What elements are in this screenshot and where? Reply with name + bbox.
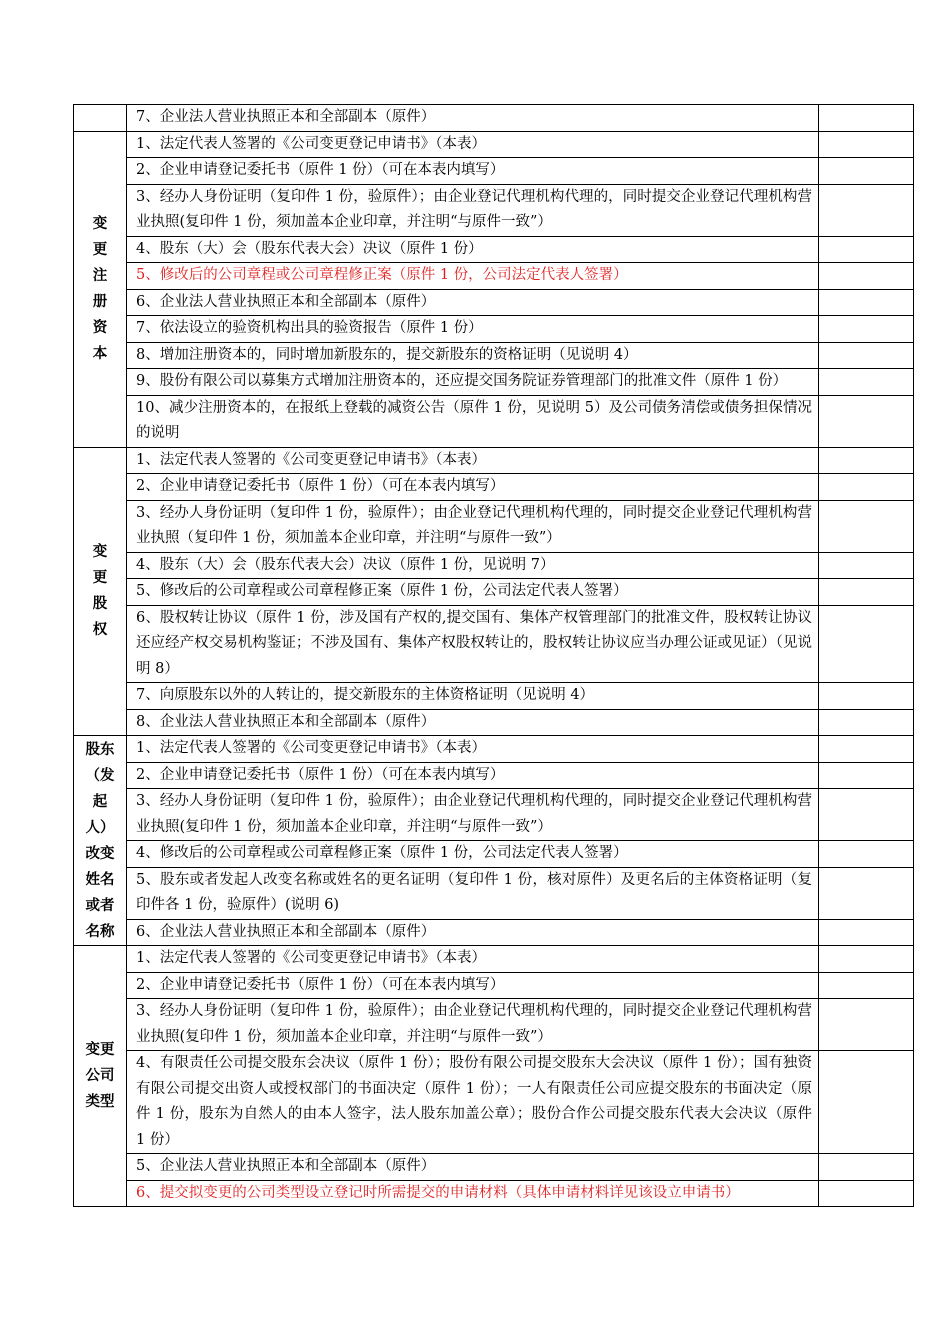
check-cell[interactable] <box>819 683 914 710</box>
table-row <box>74 709 914 736</box>
check-cell[interactable] <box>819 289 914 316</box>
requirement-item: 2、企业申请登记委托书（原件 1 份）（可在本表内填写） <box>127 474 819 501</box>
table-row <box>74 605 914 683</box>
table-row <box>74 736 914 763</box>
table-row <box>74 946 914 973</box>
check-cell[interactable] <box>819 131 914 158</box>
check-cell[interactable] <box>819 867 914 919</box>
check-cell[interactable] <box>819 395 914 447</box>
check-cell[interactable] <box>819 1154 914 1181</box>
table-row <box>74 972 914 999</box>
table-row <box>74 919 914 946</box>
requirement-item: 3、经办人身份证明（复印件 1 份，验原件）；由企业登记代理机构代理的，同时提交企业登记代理机构营业执照(复印件 1 份，须加盖本企业印章，并注明“与原件一致”） <box>127 184 819 236</box>
table-row <box>74 999 914 1051</box>
check-cell[interactable] <box>819 946 914 973</box>
requirement-item: 8、企业法人营业执照正本和全部副本（原件） <box>127 709 819 736</box>
check-cell[interactable] <box>819 972 914 999</box>
check-cell[interactable] <box>819 841 914 868</box>
category-label-line: 更 <box>92 242 108 258</box>
check-cell[interactable] <box>819 316 914 343</box>
requirement-item: 3、经办人身份证明（复印件 1 份，验原件）；由企业登记代理机构代理的，同时提交企业登记代理机构营业执照（复印件 1 份，须加盖本企业印章，并注明“与原件一致”） <box>127 500 819 552</box>
requirement-item: 5、修改后的公司章程或公司章程修正案（原件 1 份，公司法定代表人签署） <box>127 579 819 606</box>
check-cell[interactable] <box>819 447 914 474</box>
table-row <box>74 841 914 868</box>
category-label-line: 类型 <box>85 1094 115 1110</box>
check-cell[interactable] <box>819 579 914 606</box>
check-cell[interactable] <box>819 999 914 1051</box>
category-label-line: 公司 <box>85 1068 115 1084</box>
category-cell-continued <box>74 105 127 132</box>
category-label-line: 起 <box>92 793 108 810</box>
requirements-table-body <box>74 105 914 1207</box>
category-label-line: 册 <box>92 294 108 310</box>
requirement-item: 6、企业法人营业执照正本和全部副本（原件） <box>127 289 819 316</box>
table-row <box>74 683 914 710</box>
table-row <box>74 500 914 552</box>
requirement-item: 7、向原股东以外的人转让的，提交新股东的主体资格证明（见说明 4） <box>127 683 819 710</box>
check-cell[interactable] <box>819 552 914 579</box>
category-label-line: 注 <box>92 268 108 284</box>
requirement-item: 5、股东或者发起人改变名称或姓名的更名证明（复印件 1 份，核对原件）及更名后的主体资格证明（复印件各 1 份，验原件）(说明 6) <box>127 867 819 919</box>
category-label-line: 更 <box>92 570 108 587</box>
category-label-line: （发 <box>85 767 115 784</box>
requirement-item: 4、股东（大）会（股东代表大会）决议（原件 1 份，见说明 7） <box>127 552 819 579</box>
requirement-item: 1、法定代表人签署的《公司变更登记申请书》（本表） <box>127 131 819 158</box>
check-cell[interactable] <box>819 158 914 185</box>
table-row <box>74 552 914 579</box>
check-cell[interactable] <box>819 184 914 236</box>
table-row <box>74 184 914 236</box>
category-label-line: 资 <box>92 320 108 336</box>
category-cell-shareholder-name-change <box>74 736 127 946</box>
category-label-line: 变 <box>92 544 108 561</box>
requirement-item: 4、修改后的公司章程或公司章程修正案（原件 1 份，公司法定代表人签署） <box>127 841 819 868</box>
check-cell[interactable] <box>819 709 914 736</box>
check-cell[interactable] <box>819 605 914 683</box>
table-row <box>74 316 914 343</box>
check-cell[interactable] <box>819 236 914 263</box>
table-row <box>74 1154 914 1181</box>
requirements-table <box>73 104 914 1207</box>
category-label-line: 变更 <box>85 1042 115 1058</box>
category-label-line: 股东 <box>85 741 115 758</box>
requirement-item: 1、法定代表人签署的《公司变更登记申请书》（本表） <box>127 736 819 763</box>
category-label-line: 姓名 <box>85 871 115 888</box>
requirement-item: 1、法定代表人签署的《公司变更登记申请书》（本表） <box>127 946 819 973</box>
category-cell-change-equity <box>74 447 127 736</box>
category-label-line: 名称 <box>85 923 115 940</box>
requirement-item: 3、经办人身份证明（复印件 1 份，验原件）；由企业登记代理机构代理的，同时提交企业登记代理机构营业执照(复印件 1 份，须加盖本企业印章，并注明“与原件一致”） <box>127 999 819 1051</box>
table-row <box>74 1180 914 1207</box>
requirement-item: 5、企业法人营业执照正本和全部副本（原件） <box>127 1154 819 1181</box>
category-label-line: 本 <box>92 346 108 362</box>
requirement-item: 4、有限责任公司提交股东会决议（原件 1 份）；股份有限公司提交股东大会决议（原件 1 份）；国有独资有限公司提交出资人或授权部门的书面决定（原件 1 份）；一人有限责任公司应提交股东的书面决定（原件 1 份，股东为自然人的由本人签字，法人股东加盖公章）；股份合作公司提交股东代表大会决议（原件 1 份） <box>127 1051 819 1154</box>
check-cell[interactable] <box>819 263 914 290</box>
table-row <box>74 105 914 132</box>
category-cell-change-registered-capital <box>74 131 127 447</box>
requirement-item: 7、企业法人营业执照正本和全部副本（原件） <box>127 105 819 132</box>
check-cell[interactable] <box>819 474 914 501</box>
requirement-item: 6、企业法人营业执照正本和全部副本（原件） <box>127 919 819 946</box>
check-cell[interactable] <box>819 762 914 789</box>
table-row <box>74 474 914 501</box>
check-cell[interactable] <box>819 789 914 841</box>
table-row <box>74 447 914 474</box>
requirement-item: 2、企业申请登记委托书（原件 1 份）（可在本表内填写） <box>127 972 819 999</box>
category-label-line: 或者 <box>85 897 115 914</box>
check-cell[interactable] <box>819 1051 914 1154</box>
check-cell[interactable] <box>819 369 914 396</box>
table-row <box>74 342 914 369</box>
requirement-item: 1、法定代表人签署的《公司变更登记申请书》（本表） <box>127 447 819 474</box>
table-row <box>74 762 914 789</box>
category-label-line: 股 <box>92 596 108 613</box>
requirement-item: 4、股东（大）会（股东代表大会）决议（原件 1 份） <box>127 236 819 263</box>
category-label-line: 权 <box>92 622 108 639</box>
category-label-line: 变 <box>92 216 108 232</box>
requirement-item: 10、减少注册资本的，在报纸上登载的减资公告（原件 1 份，见说明 5）及公司债务清偿或债务担保情况的说明 <box>127 395 819 447</box>
category-cell-change-company-type <box>74 946 127 1207</box>
table-row <box>74 236 914 263</box>
table-row <box>74 789 914 841</box>
check-cell[interactable] <box>819 736 914 763</box>
table-row <box>74 1051 914 1154</box>
table-row <box>74 263 914 290</box>
table-row <box>74 867 914 919</box>
requirement-item: 6、提交拟变更的公司类型设立登记时所需提交的申请材料（具体申请材料详见该设立申请书） <box>127 1180 819 1207</box>
requirement-item: 7、依法设立的验资机构出具的验资报告（原件 1 份） <box>127 316 819 343</box>
check-cell[interactable] <box>819 105 914 132</box>
category-label-line: 改变 <box>85 845 115 862</box>
table-row <box>74 395 914 447</box>
table-row <box>74 289 914 316</box>
check-cell[interactable] <box>819 342 914 369</box>
check-cell[interactable] <box>819 1180 914 1207</box>
table-row <box>74 131 914 158</box>
requirement-item: 2、企业申请登记委托书（原件 1 份）（可在本表内填写） <box>127 158 819 185</box>
table-row <box>74 579 914 606</box>
table-row <box>74 369 914 396</box>
check-cell[interactable] <box>819 500 914 552</box>
requirement-item: 3、经办人身份证明（复印件 1 份，验原件）；由企业登记代理机构代理的，同时提交企业登记代理机构营业执照(复印件 1 份，须加盖本企业印章，并注明“与原件一致”） <box>127 789 819 841</box>
requirement-item: 6、股权转让协议（原件 1 份，涉及国有产权的,提交国有、集体产权管理部门的批准文件，股权转让协议还应经产权交易机构鉴证；不涉及国有、集体产权股权转让的，股权转让协议应当办理公证或见证）（见说明 8） <box>127 605 819 683</box>
check-cell[interactable] <box>819 919 914 946</box>
requirement-item: 8、增加注册资本的，同时增加新股东的，提交新股东的资格证明（见说明 4） <box>127 342 819 369</box>
requirement-item: 2、企业申请登记委托书（原件 1 份）（可在本表内填写） <box>127 762 819 789</box>
category-label-line: 人） <box>85 819 115 836</box>
table-row <box>74 158 914 185</box>
requirement-item: 9、股份有限公司以募集方式增加注册资本的，还应提交国务院证券管理部门的批准文件（原件 1 份） <box>127 369 819 396</box>
requirement-item: 5、修改后的公司章程或公司章程修正案（原件 1 份，公司法定代表人签署） <box>127 263 819 290</box>
